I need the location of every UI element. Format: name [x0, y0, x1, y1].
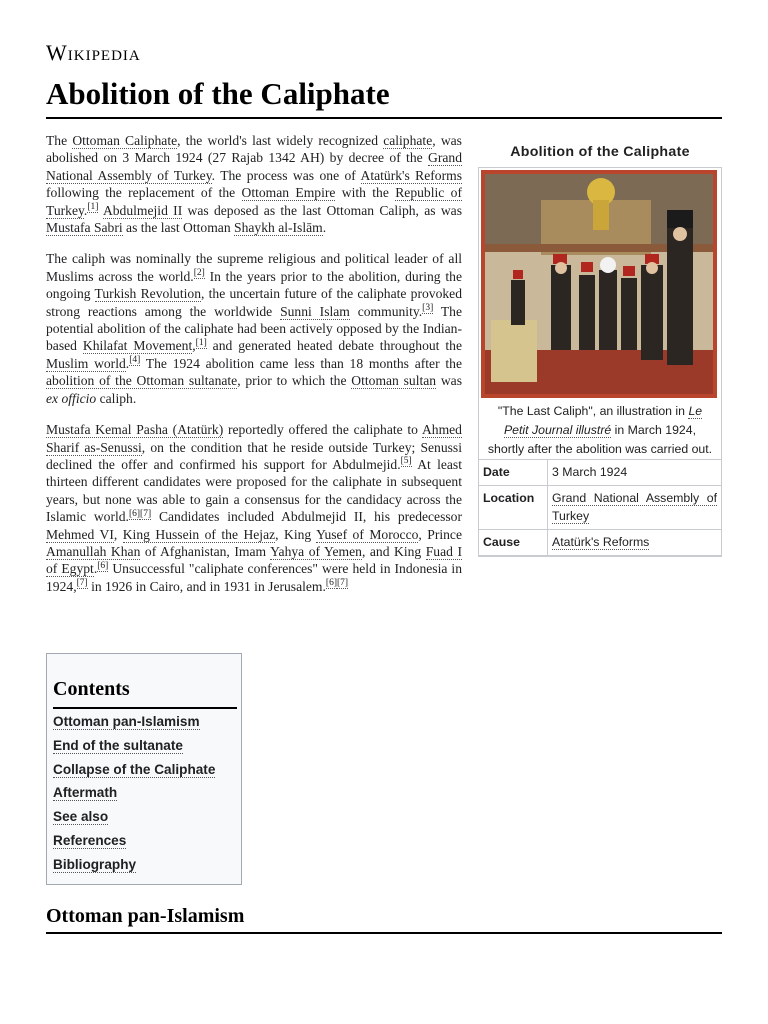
infobox	[478, 140, 722, 557]
inline-link[interactable]: Ottoman Caliphate	[72, 133, 178, 148]
inline-link[interactable]: Ottoman Empire	[241, 185, 336, 201]
inline-link[interactable]: Mehmed VI	[46, 526, 114, 542]
citation	[129, 509, 151, 520]
toc-item	[53, 714, 215, 738]
paragraph-2: The caliph was nominally the supreme religious and political leader of all Muslims across the world.[2] In the years prior to the abolition, during the ongoing Turkish Revolution, the uncertain future of the caliphate provoked strong reactions among the worldwide Sunni Islam community.[3] The potential abolition of the caliphate had been actively opposed by the Indian-based Khilafat Movement,[1] and generated heated debate throughout the Muslim world.[4] The 1924 abolition came less than 18 months after the abolition of the Ottoman sultanate, prior to which the Ottoman sultan was ex officio caliph.	[46, 251, 463, 406]
citation	[97, 561, 108, 572]
citation-link[interactable]: [5]	[400, 456, 412, 467]
paragraph-1: The Ottoman Caliphate, the world's last widely recognized caliphate, was abolished on 3 March 1924 (27 Rajab 1342 AH) by decree of the Grand National Assembly of Turkey. The process was one of Atatürk's Reforms following the replacement of the Ottoman Empire with the Republic of Turkey.[1] Abdulmejid II was deposed as the last Ottoman Caliph, as was Mustafa Sabri as the last Ottoman Shaykh al-Islām.	[46, 133, 462, 236]
inline-link[interactable]: Sunni Islam	[280, 303, 350, 319]
citation-link[interactable]: [7]	[337, 578, 349, 589]
inline-link[interactable]: Ahmed Sharif as-Senussi	[46, 422, 462, 455]
inline-link[interactable]: caliphate	[383, 133, 433, 148]
toc-item	[53, 738, 215, 762]
citation-link[interactable]: [6]	[325, 578, 337, 589]
inline-link[interactable]: Republic of Turkey	[46, 185, 462, 218]
citation-link[interactable]: [7]	[76, 578, 88, 589]
inline-link[interactable]: Yahya of Yemen	[270, 543, 362, 559]
citation-link[interactable]: [6]	[97, 560, 109, 571]
inline-link[interactable]: Mustafa Sabri	[46, 220, 123, 236]
infobox-row-location	[479, 485, 722, 529]
toc-item	[53, 785, 215, 809]
toc-link-references[interactable]: References	[53, 832, 127, 848]
section-divider	[46, 932, 722, 934]
citation	[194, 268, 205, 279]
inline-link[interactable]: Atatürk's Reforms	[360, 167, 462, 183]
infobox-value	[548, 529, 722, 555]
citation	[422, 303, 433, 314]
citation	[326, 578, 348, 589]
citation	[77, 578, 88, 589]
toc-link-aftermath[interactable]: Aftermath	[53, 785, 118, 801]
toc-item	[53, 762, 215, 786]
last-caliph-illustration[interactable]	[481, 170, 717, 398]
title-divider	[46, 117, 722, 119]
infobox-image-frame	[478, 167, 722, 400]
infobox-row-date	[479, 460, 722, 486]
inline-link[interactable]: Amanullah Khan	[46, 543, 141, 559]
toc-list	[53, 714, 215, 881]
infobox-title: Abolition of the Caliphate	[510, 144, 690, 160]
inline-link[interactable]: King Hussein of the Hejaz	[122, 526, 276, 542]
caption-link-le-petit-journal[interactable]: Le Petit Journal illustré	[503, 404, 703, 437]
infobox-label: Date	[479, 460, 548, 486]
citation-link[interactable]: [4]	[129, 355, 141, 366]
citation-link[interactable]: [7]	[140, 508, 152, 519]
infobox-table	[478, 459, 722, 555]
toc-link-end-of-the-sultanate[interactable]: End of the sultanate	[53, 737, 183, 753]
citation-link[interactable]: [6]	[128, 508, 141, 519]
toc-link-bibliography[interactable]: Bibliography	[53, 856, 137, 872]
inline-link[interactable]: Turkish Revolution	[94, 286, 202, 302]
inline-link[interactable]: Yusef of Morocco	[316, 526, 419, 542]
citation-link[interactable]: [1]	[195, 337, 207, 348]
citation	[129, 355, 140, 366]
toc-item	[53, 809, 215, 833]
inline-link[interactable]: Ottoman sultan	[351, 373, 437, 389]
citation-link[interactable]: [2]	[193, 268, 205, 279]
toc-divider	[53, 707, 237, 709]
infobox-caption	[478, 400, 722, 459]
article-body	[46, 132, 722, 609]
inline-link[interactable]: Mustafa Kemal Pasha (Atatürk)	[46, 422, 224, 438]
toc-link-ottoman-pan-islamism[interactable]: Ottoman pan-Islamism	[53, 714, 200, 729]
citation-link[interactable]: [3]	[422, 303, 434, 314]
toc-title: Contents	[53, 678, 130, 700]
toc-link-collapse-of-the-caliphate[interactable]: Collapse of the Caliphate	[53, 761, 216, 777]
citation	[196, 338, 207, 349]
infobox-value: 3 March 1924	[548, 460, 722, 486]
link-grand-national-assembly[interactable]: Grand National Assembly of Turkey	[552, 490, 717, 524]
toc-item	[53, 857, 215, 881]
wikipedia-wordmark[interactable]: Wikipedia	[46, 40, 141, 65]
citation-link[interactable]: [1]	[87, 202, 99, 213]
link-ataturks-reforms[interactable]: Atatürk's Reforms	[552, 534, 650, 549]
inline-link[interactable]: Shaykh al-Islām	[234, 220, 323, 236]
toc-link-see-also[interactable]: See also	[53, 809, 109, 825]
citation	[401, 456, 412, 467]
toc-item	[53, 833, 215, 857]
infobox-row-cause	[479, 529, 722, 555]
inline-link[interactable]: Muslim world	[46, 355, 126, 371]
inline-link[interactable]: Abdulmejid II	[102, 202, 183, 218]
paragraph-3: Mustafa Kemal Pasha (Atatürk) reportedly offered the caliphate to Ahmed Sharif as-Senussi, on the condition that he reside outside Turkey; Senussi declined the offer and confirmed his support for Abdulmejid.[5] At least thirteen different candidates were proposed for the caliphate in subsequent years, but none was able to gain a consensus for the candidacy across the Islamic world.[6][7] Candidates included Abdulmejid II, his predecessor Mehmed VI, King Hussein of the Hejaz, King Yusef of Morocco, Prince Amanullah Khan of Afghanistan, Imam Yahya of Yemen, and King Fuad I of Egypt.[6] Unsuccessful "caliphate conferences" were held in Indonesia in 1924,[7] in 1926 in Cairo, and in 1931 in Jerusalem.[6][7]	[46, 422, 462, 594]
page-title: Abolition of the Caliphate	[46, 76, 390, 111]
inline-link[interactable]: abolition of the Ottoman sultanate	[46, 373, 238, 389]
italic-text: ex officio	[46, 390, 97, 406]
table-of-contents	[46, 653, 242, 885]
inline-link[interactable]: Grand National Assembly of Turkey	[46, 150, 462, 183]
citation	[87, 202, 98, 213]
inline-link[interactable]: Fuad I of Egypt	[46, 543, 462, 577]
caption-text: "The Last Caliph", an illustration in	[497, 404, 689, 419]
section-heading-ottoman-pan-islamism: Ottoman pan-Islamism	[46, 905, 245, 927]
inline-link[interactable]: Khilafat Movement	[82, 338, 193, 354]
caption-text-end: in March 1924, shortly after the abolition was carried out.	[487, 423, 713, 456]
infobox-value	[548, 485, 722, 529]
infobox-label: Cause	[479, 529, 548, 555]
infobox-label: Location	[479, 485, 548, 529]
